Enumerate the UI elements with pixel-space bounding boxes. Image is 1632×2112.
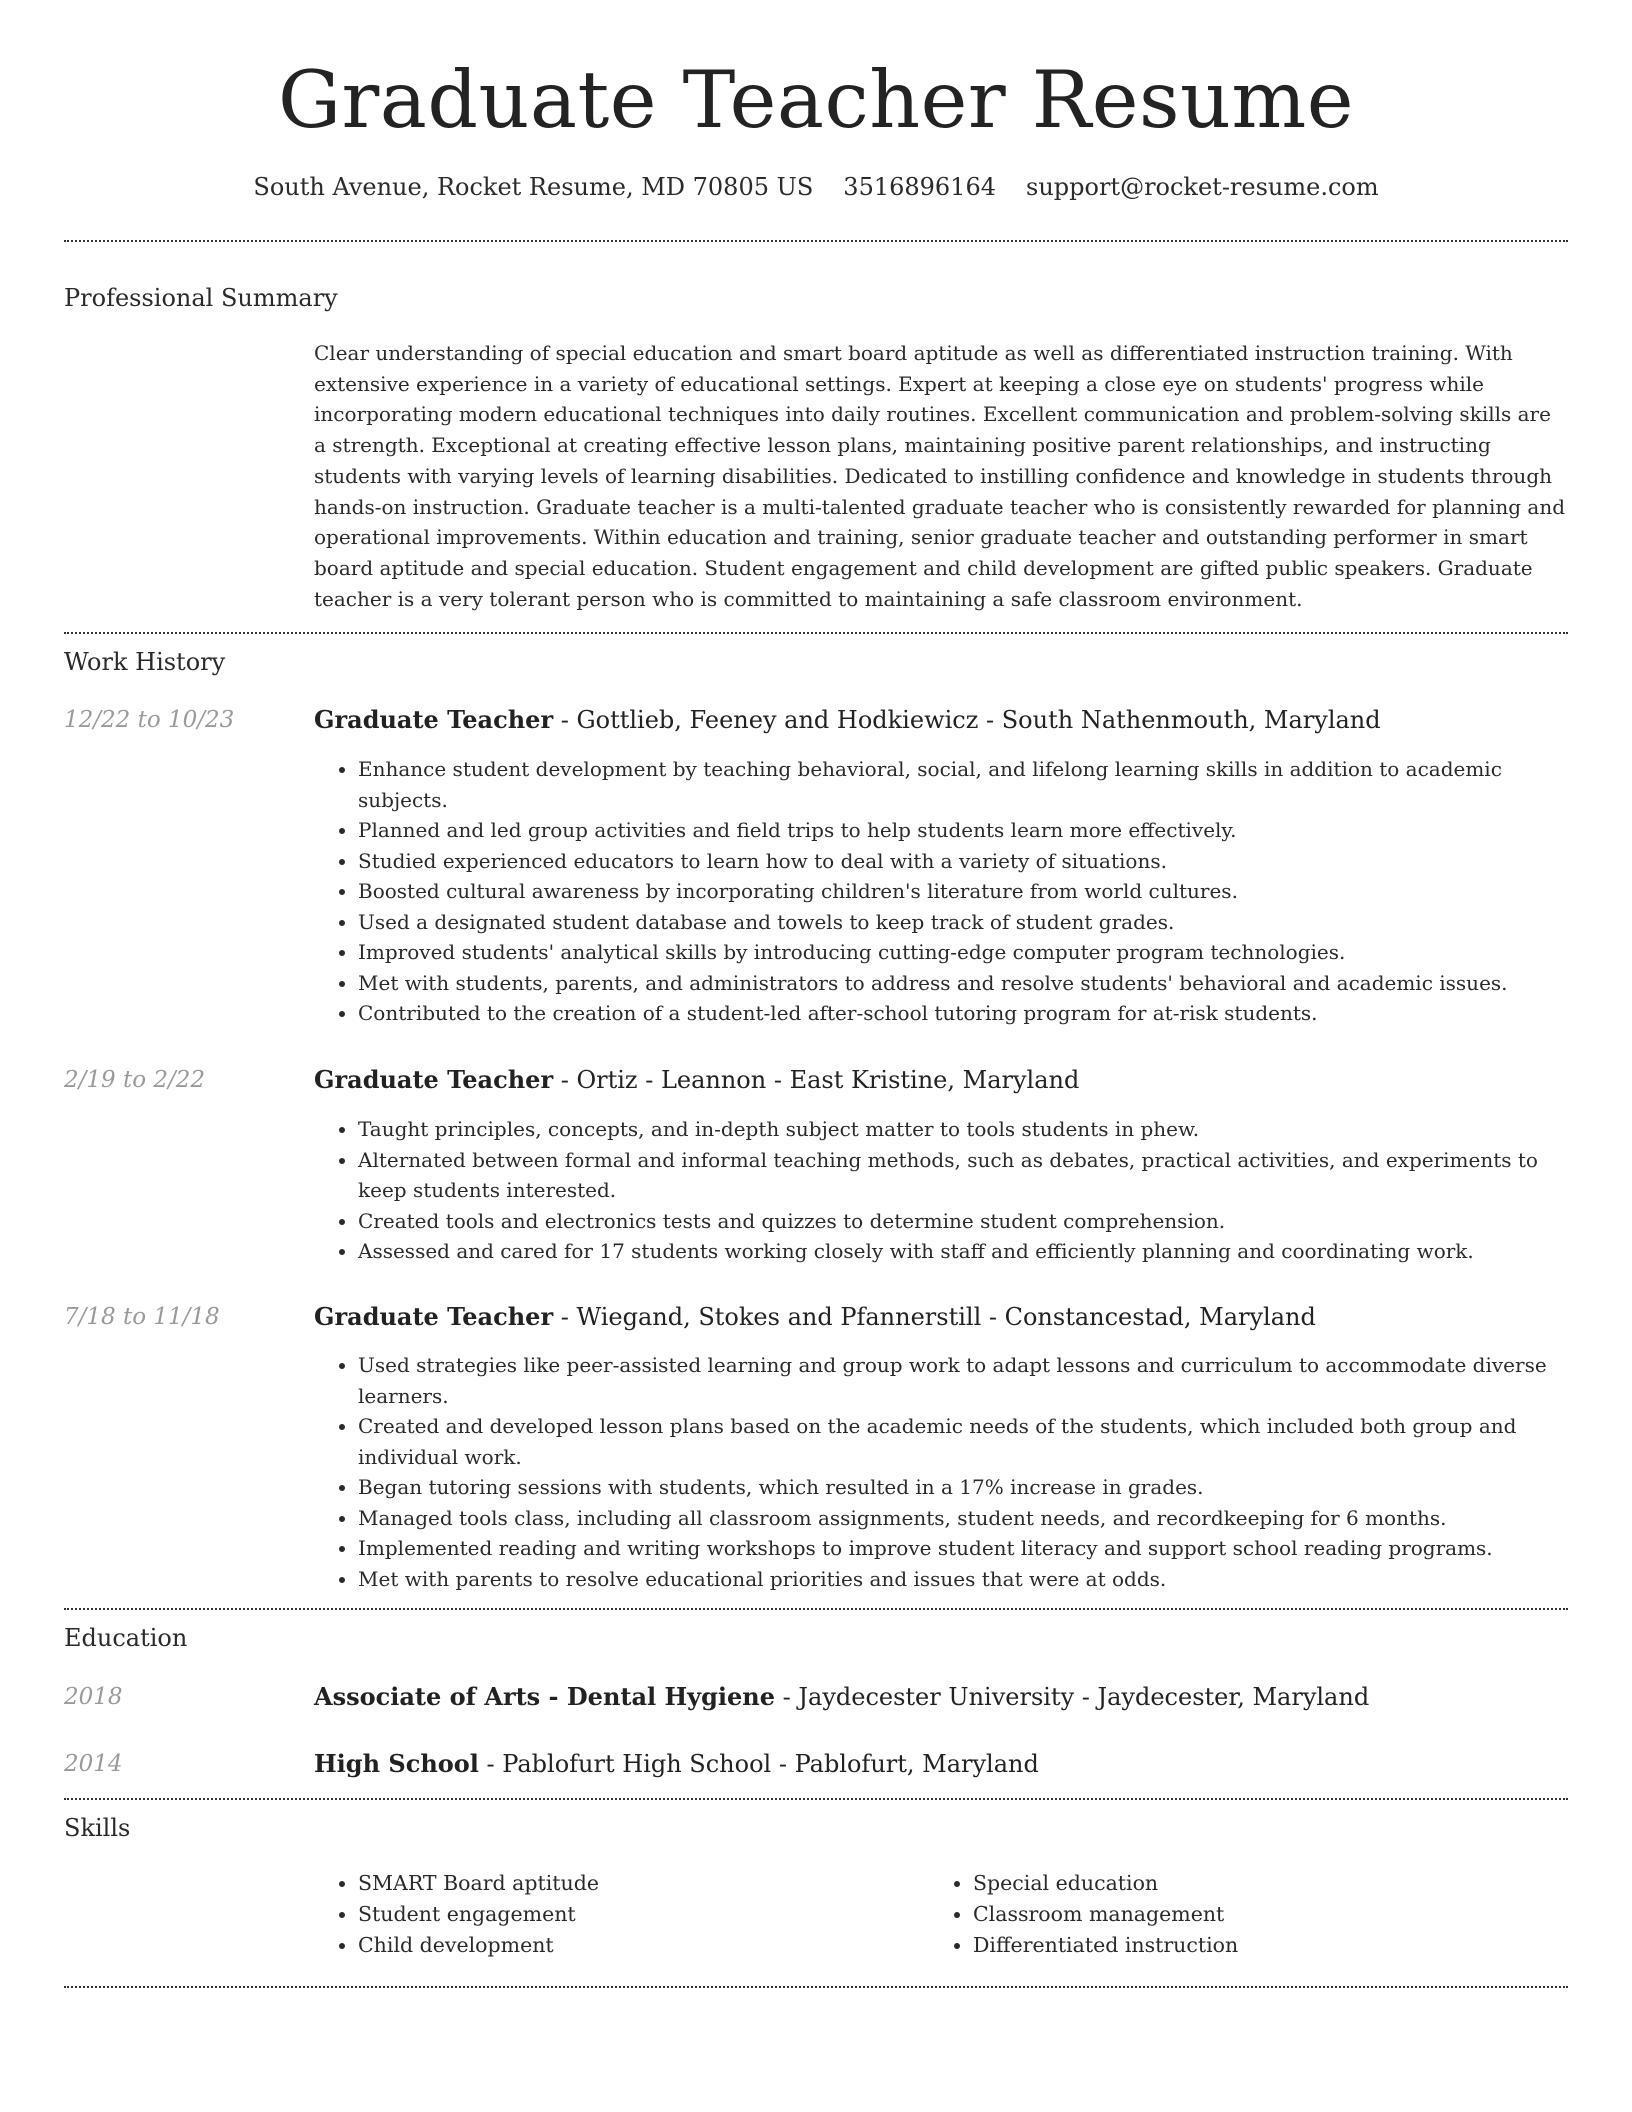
divider [64, 240, 1568, 242]
skills-list-left [314, 1868, 914, 1961]
contact-phone: 3516896164 [843, 173, 996, 201]
list-item: • Boosted cultural awareness by incorporating children's literature from world cultures. [358, 876, 1568, 907]
divider [64, 1798, 1568, 1800]
skill-item: • Classroom management [973, 1899, 1529, 1930]
job-details: - Gottlieb, Feeney and Hodkiewicz - South Nathenmouth, Maryland [553, 706, 1381, 734]
job-title [314, 703, 1381, 737]
education-year: 2014 [64, 1751, 123, 1777]
section-title-work: Work History [64, 648, 226, 676]
education-entry [314, 1680, 1369, 1714]
job-dates: 7/18 to 11/18 [64, 1304, 220, 1330]
list-item: • Improved students' analytical skills by introducing cutting-edge computer program technologies. [358, 937, 1568, 968]
education-details: - Jaydecester University - Jaydecester, Maryland [775, 1683, 1370, 1711]
divider [64, 632, 1568, 634]
education-year: 2018 [64, 1684, 123, 1710]
job-role: Graduate Teacher [314, 1065, 554, 1094]
list-item: • Used a designated student database and towels to keep track of student grades. [358, 907, 1568, 938]
summary-text: Clear understanding of special education and smart board aptitude as well as differentiated instruction training. With extensive experience in a variety of educational settings. Expert at keeping a close eye on students' progress while incorporating modern educational techniques into daily routines. Excellent communication and problem-solving skills are a strength. Exceptional at creating effective lesson plans, maintaining positive parent relationships, and instructing students with varying levels of learning disabilities. Dedicated to instilling confidence and knowledge in students through hands-on instruction. Graduate teacher is a multi-talented graduate teacher who is consistently rewarded for planning and operational improvements. Within education and training, senior graduate teacher and outstanding performer in smart board aptitude and special education. Student engagement and child development are gifted public speakers. Graduate teacher is a very tolerant person who is committed to maintaining a safe classroom environment. [314, 341, 1566, 611]
list-item: • Used strategies like peer-assisted learning and group work to adapt lessons and curriculum to accommodate diverse learners. [358, 1350, 1568, 1411]
job-role: Graduate Teacher [314, 705, 554, 734]
education-details: - Pablofurt High School - Pablofurt, Maryland [478, 1750, 1039, 1778]
job-bullets [314, 1114, 1568, 1267]
list-item: • Contributed to the creation of a student-led after-school tutoring program for at-risk students. [358, 998, 1568, 1029]
list-item: • Planned and led group activities and field trips to help students learn more effectively. [358, 815, 1568, 846]
job-details: - Ortiz - Leannon - East Kristine, Maryland [553, 1066, 1080, 1094]
skill-item: • Differentiated instruction [973, 1930, 1529, 1961]
divider [64, 1608, 1568, 1610]
job-title [314, 1063, 1079, 1097]
skills-list-right [929, 1868, 1529, 1961]
contact-address: South Avenue, Rocket Resume, MD 70805 US [253, 173, 814, 201]
education-degree: High School [314, 1749, 479, 1778]
skill-item: • Special education [973, 1868, 1529, 1899]
resume-name: Graduate Teacher Resume [277, 54, 1355, 146]
job-title [314, 1300, 1316, 1334]
contact-line [0, 170, 1632, 204]
list-item: • Met with parents to resolve educational priorities and issues that were at odds. [358, 1564, 1568, 1595]
list-item: • Created tools and electronics tests and quizzes to determine student comprehension. [358, 1206, 1568, 1237]
education-degree: Associate of Arts - Dental Hygiene [314, 1682, 776, 1711]
divider [64, 1986, 1568, 1988]
skill-item: • Student engagement [358, 1899, 914, 1930]
list-item: • Assessed and cared for 17 students working closely with staff and efficiently planning and coordinating work. [358, 1236, 1568, 1267]
job-details: - Wiegand, Stokes and Pfannerstill - Constancestad, Maryland [553, 1303, 1316, 1331]
skill-item: • Child development [358, 1930, 914, 1961]
list-item: • Studied experienced educators to learn how to deal with a variety of situations. [358, 846, 1568, 877]
list-item: • Taught principles, concepts, and in-depth subject matter to tools students in phew. [358, 1114, 1568, 1145]
job-bullets [314, 754, 1568, 1029]
list-item: • Implemented reading and writing workshops to improve student literacy and support school reading programs. [358, 1533, 1568, 1564]
list-item: • Managed tools class, including all classroom assignments, student needs, and recordkeeping for 6 months. [358, 1503, 1568, 1534]
list-item: • Alternated between formal and informal teaching methods, such as debates, practical activities, and experiments to keep students interested. [358, 1145, 1568, 1206]
list-item: • Met with students, parents, and administrators to address and resolve students' behavioral and academic issues. [358, 968, 1568, 999]
section-title-summary: Professional Summary [64, 284, 338, 312]
contact-email[interactable]: support@rocket-resume.com [1026, 173, 1379, 201]
skill-item: • SMART Board aptitude [358, 1868, 914, 1899]
job-bullets [314, 1350, 1568, 1594]
job-dates: 2/19 to 2/22 [64, 1067, 206, 1093]
list-item: • Created and developed lesson plans based on the academic needs of the students, which included both group and individual work. [358, 1411, 1568, 1472]
section-title-skills: Skills [64, 1814, 131, 1842]
section-title-education: Education [64, 1624, 188, 1652]
education-entry [314, 1747, 1039, 1781]
job-role: Graduate Teacher [314, 1302, 554, 1331]
list-item: • Began tutoring sessions with students, which resulted in a 17% increase in grades. [358, 1472, 1568, 1503]
list-item: • Enhance student development by teaching behavioral, social, and lifelong learning skills in addition to academic subjects. [358, 754, 1568, 815]
job-dates: 12/22 to 10/23 [64, 707, 235, 733]
